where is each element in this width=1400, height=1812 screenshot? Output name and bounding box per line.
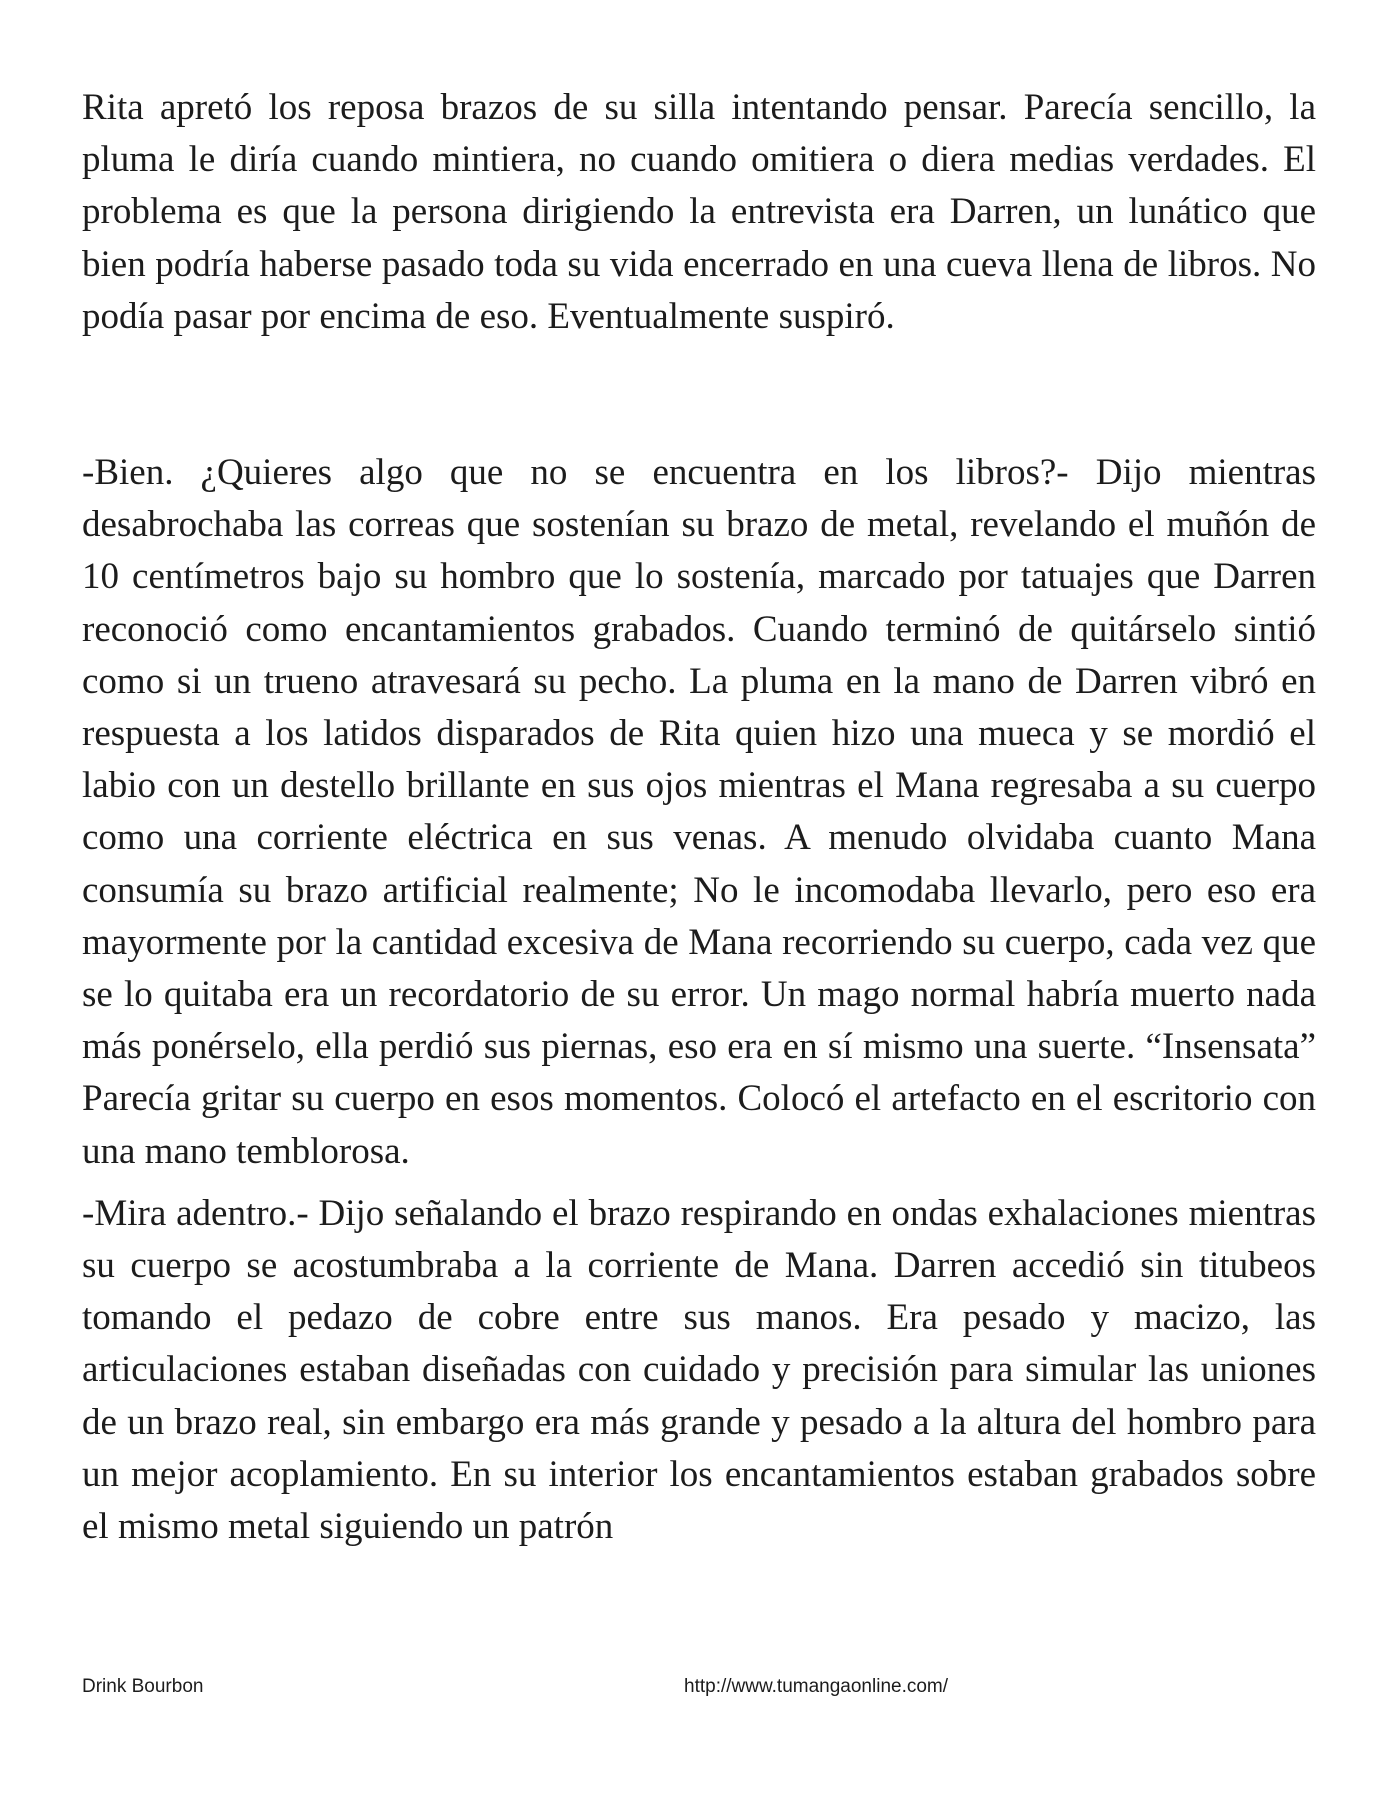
paragraph-1: Rita apretó los reposa brazos de su silla intentando pensar. Parecía sencillo, la pluma le diría cuando mintiera, no cuando omitiera o diera medias verdades. El problema es que la persona dirigiendo la entrevista era Darren, un lunático que bien podría haberse pasado toda su vida encerrado en una cueva llena de libros. No podía pasar por encima de eso. Eventualmente suspiró.: [82, 87, 1316, 337]
footer-url: http://www.tumangaonline.com/: [684, 1676, 949, 1697]
paragraph-3: -Mira adentro.- Dijo señalando el brazo respirando en ondas exhalaciones mientras su cuerpo se acostumbraba a la corriente de Mana. Darren accedió sin titubeos tomando el pedazo de cobre entre sus manos. Era pesado y macizo, las articulaciones estaban diseñadas con cuidado y precisión para simular las uniones de un brazo real, sin embargo era más grande y pesado a la altura del hombro para un mejor acoplamiento. En su interior los encantamientos estaban grabados sobre el mismo metal siguiendo un patrón: [82, 1192, 1316, 1548]
paragraph-2: -Bien. ¿Quieres algo que no se encuentra en los libros?- Dijo mientras desabrochaba las correas que sostenían su brazo de metal, revelando el muñón de 10 centímetros bajo su hombro que lo sostenía, marcado por tatuajes que Darren reconoció como encantamientos grabados. Cuando terminó de quitárselo sintió como si un trueno atravesará su pecho. La pluma en la mano de Darren vibró en respuesta a los latidos disparados de Rita quien hizo una mueca y se mordió el labio con un destello brillante en sus ojos mientras el Mana regresaba a su cuerpo como una corriente eléctrica en sus venas. A menudo olvidaba cuanto Mana consumía su brazo artificial realmente; No le incomodaba llevarlo, pero eso era mayormente por la cantidad excesiva de Mana recorriendo su cuerpo, cada vez que se lo quitaba era un recordatorio de su error. Un mago normal habría muerto nada más ponérselo, ella perdió sus piernas, eso era en sí mismo una suerte. “Insensata” Parecía gritar su cuerpo en esos momentos. Colocó el artefacto en el escritorio con una mano temblorosa.: [82, 452, 1316, 1172]
footer-author: Drink Bourbon: [82, 1676, 204, 1697]
body-text: [82, 82, 1316, 1553]
